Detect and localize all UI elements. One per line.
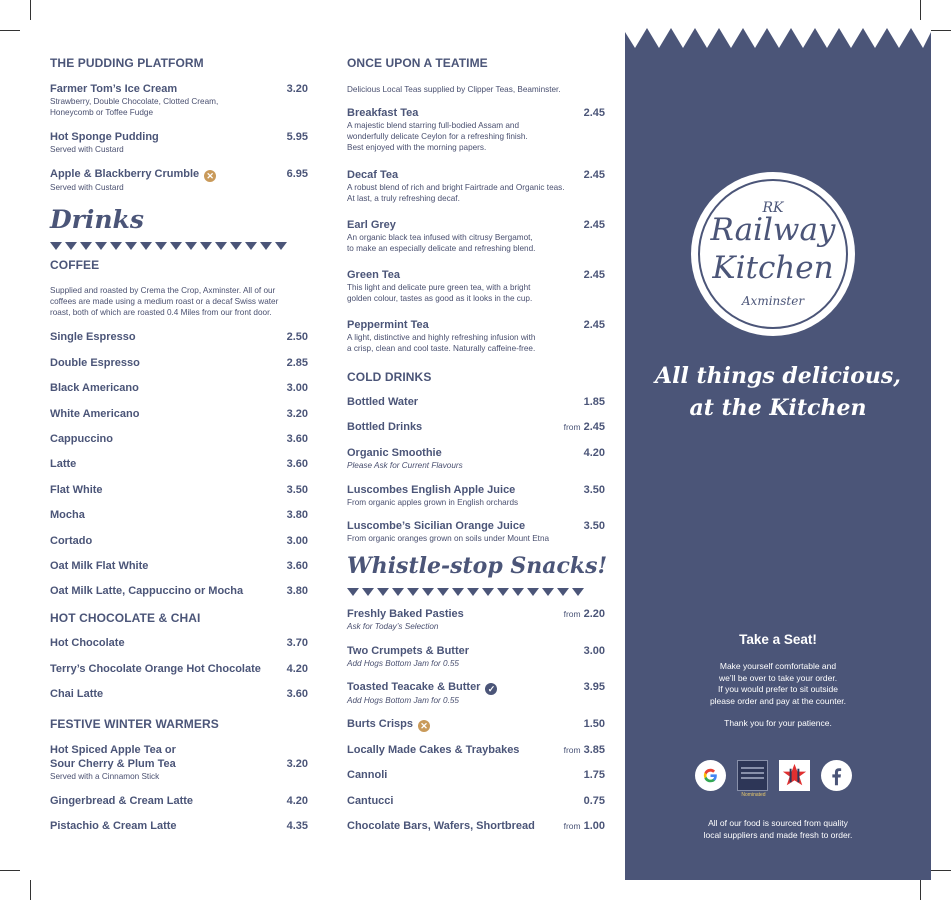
item-desc: From organic oranges grown on soils under Mount Etna xyxy=(347,534,550,543)
item-desc: a crisp, clean and cool taste. Naturally caffeine-free. xyxy=(347,344,536,353)
menu-item xyxy=(347,644,605,669)
item-price: 1.85 xyxy=(583,396,605,408)
item-name: Double Espresso xyxy=(50,357,140,369)
menu-item xyxy=(347,717,605,732)
menu-item xyxy=(50,534,308,548)
price-value: 2.20 xyxy=(583,608,605,620)
logo-line1: Railway xyxy=(710,212,836,248)
item-price: 4.20 xyxy=(286,663,308,675)
item-price: 3.70 xyxy=(286,637,308,649)
item-price: 2.50 xyxy=(286,331,308,343)
item-name: Cappuccino xyxy=(50,433,113,445)
item-desc: Add Hogs Bottom Jam for 0.55 xyxy=(347,659,459,668)
menu-item xyxy=(50,457,308,471)
item-desc: This light and delicate pure green tea, with a bright xyxy=(347,283,531,292)
crop-mark xyxy=(30,0,31,20)
sourcing-note xyxy=(625,818,931,841)
railway-kitchen-logo xyxy=(691,172,855,336)
item-price: 3.00 xyxy=(286,535,308,547)
item-price: 3.20 xyxy=(286,408,308,420)
item-name: Organic Smoothie xyxy=(347,447,442,459)
menu-item xyxy=(50,381,308,395)
drinks-title: Drinks xyxy=(50,205,144,234)
menu-item xyxy=(50,662,308,676)
teatime-intro: Delicious Local Teas supplied by Clipper Teas, Beaminster. xyxy=(347,85,561,94)
item-price: 3.60 xyxy=(286,560,308,572)
item-price: 6.95 xyxy=(286,168,308,180)
item-price: 3.60 xyxy=(286,688,308,700)
item-name: Single Espresso xyxy=(50,331,136,343)
logo-initials: RK xyxy=(762,200,784,216)
footer-line: All of our food is sourced from quality xyxy=(708,818,848,828)
zigzag-border xyxy=(625,20,931,50)
item-price: 4.20 xyxy=(286,795,308,807)
menu-item xyxy=(50,819,308,833)
thanks-line: Thank you for your patience. xyxy=(724,718,832,728)
item-name: Sour Cherry & Plum Tea xyxy=(50,758,176,770)
menu-item xyxy=(347,519,605,544)
item-name: Bottled Water xyxy=(347,396,419,408)
item-name: Hot Spiced Apple Tea or xyxy=(50,744,176,756)
item-name: Two Crumpets & Butter xyxy=(347,645,470,657)
item-price: 0.75 xyxy=(583,795,605,807)
item-price: 3.20 xyxy=(286,758,308,770)
item-price: 3.00 xyxy=(583,645,605,657)
tagline-line1: All things delicious, xyxy=(655,363,901,389)
item-price: 3.60 xyxy=(286,458,308,470)
footer-line: local suppliers and made fresh to order. xyxy=(703,829,853,840)
item-price: 3.60 xyxy=(286,433,308,445)
item-price: 3.80 xyxy=(286,509,308,521)
item-price: 1.75 xyxy=(583,769,605,781)
item-desc: Honeycomb or Toffee Fudge xyxy=(50,108,154,117)
item-name: Freshly Baked Pasties xyxy=(347,608,464,620)
logo-line2: Kitchen xyxy=(712,250,834,286)
item-name: Apple & Blackberry Crumble xyxy=(50,168,200,180)
intro-line: roast, both of which are roasted 0.4 Miles from our front door. xyxy=(50,308,272,317)
menu-item xyxy=(50,356,308,370)
crop-mark xyxy=(931,870,951,871)
crop-mark xyxy=(30,880,31,900)
item-name: Hot Chocolate xyxy=(50,637,125,649)
item-name: Cortado xyxy=(50,535,93,547)
from-label: from xyxy=(563,422,581,432)
menu-item xyxy=(50,483,308,497)
crop-mark xyxy=(0,30,20,31)
item-price xyxy=(564,743,605,757)
tagline-line2: at the Kitchen xyxy=(689,395,867,421)
menu-item xyxy=(50,584,308,598)
menu-item xyxy=(347,268,605,304)
menu-item xyxy=(347,483,605,508)
item-price: 1.50 xyxy=(583,718,605,730)
menu-item xyxy=(347,446,605,471)
item-name: Cannoli xyxy=(347,769,388,781)
item-price xyxy=(564,420,605,434)
take-a-seat-title: Take a Seat! xyxy=(739,632,817,647)
item-price: 4.35 xyxy=(286,820,308,832)
seat-line: please order and pay at the counter. xyxy=(709,695,847,706)
menu-item xyxy=(50,130,308,155)
item-name: Chocolate Bars, Wafers, Shortbread xyxy=(347,820,535,832)
menu-item xyxy=(347,420,605,434)
item-desc: Ask for Today’s Selection xyxy=(347,622,439,631)
divider-triangles xyxy=(347,588,584,596)
menu-item xyxy=(347,607,605,632)
crop-mark xyxy=(931,30,951,31)
seat-line: Make yourself comfortable and xyxy=(719,661,837,671)
nominated-label: Nominated xyxy=(741,792,766,798)
menu-item xyxy=(50,407,308,421)
item-name: Green Tea xyxy=(347,269,400,281)
item-desc: A majestic blend starring full-bodied Assam and xyxy=(347,121,520,130)
divider-triangles xyxy=(50,242,287,250)
item-name: Gingerbread & Cream Latte xyxy=(50,795,194,807)
price-value: 3.85 xyxy=(583,744,605,756)
hot-chocolate-heading: HOT CHOCOLATE & CHAI xyxy=(50,611,201,625)
item-desc: Please Ask for Current Flavours xyxy=(347,461,463,470)
teatime-heading: ONCE UPON A TEATIME xyxy=(347,56,488,70)
menu-item xyxy=(347,819,605,833)
crop-mark xyxy=(920,0,921,20)
item-name: Pistachio & Cream Latte xyxy=(50,820,177,832)
item-name: Toasted Teacake & Butter xyxy=(347,681,481,693)
menu-item xyxy=(50,167,308,193)
item-name: Decaf Tea xyxy=(347,169,399,181)
item-name: Hot Sponge Pudding xyxy=(50,131,159,143)
item-name: Black Americano xyxy=(50,382,139,394)
snacks-title: Whistle-stop Snacks! xyxy=(347,553,608,579)
item-price xyxy=(564,607,605,621)
item-price: 3.20 xyxy=(286,83,308,95)
menu-item xyxy=(347,218,605,254)
item-desc: A light, distinctive and highly refreshing infusion with xyxy=(347,333,536,342)
cold-drinks-heading: COLD DRINKS xyxy=(347,370,432,384)
item-desc: At last, a truly refreshing decaf. xyxy=(347,194,460,203)
seat-line: we’ll be over to take your order. xyxy=(718,672,838,683)
crop-mark xyxy=(920,880,921,900)
item-name: Peppermint Tea xyxy=(347,319,429,331)
facebook-icon[interactable] xyxy=(821,760,852,791)
menu-item xyxy=(50,559,308,573)
item-price: 5.95 xyxy=(286,131,308,143)
item-desc: From organic apples grown in English orchards xyxy=(347,498,519,507)
brand-panel xyxy=(625,20,931,880)
menu-item xyxy=(50,743,308,782)
item-price: 3.00 xyxy=(286,382,308,394)
item-name: Chai Latte xyxy=(50,688,104,700)
google-icon[interactable] xyxy=(695,760,726,791)
vegetarian-icon: ✓ xyxy=(485,683,497,695)
from-label: from xyxy=(563,609,581,619)
price-value: 1.00 xyxy=(583,820,605,832)
item-desc: Add Hogs Bottom Jam for 0.55 xyxy=(347,696,459,705)
item-desc: Served with a Cinnamon Stick xyxy=(50,772,160,781)
from-label: from xyxy=(563,745,581,755)
item-name: Bottled Drinks xyxy=(347,421,423,433)
menu-item xyxy=(347,318,605,354)
menu-item xyxy=(50,794,308,808)
price-value: 2.45 xyxy=(583,421,605,433)
item-name: Oat Milk Latte, Cappuccino or Mocha xyxy=(50,585,244,597)
winter-warmers-heading: FESTIVE WINTER WARMERS xyxy=(50,717,219,731)
menu-item xyxy=(347,680,605,706)
item-desc: wonderfully delicate Ceylon for a refreshing finish. xyxy=(347,132,528,141)
intro-line: Supplied and roasted by Crema the Crop, Axminster. All of our xyxy=(50,286,276,295)
item-name: Mocha xyxy=(50,509,85,521)
crop-mark xyxy=(0,870,20,871)
item-name: Burts Crisps xyxy=(347,718,414,730)
menu-item xyxy=(347,106,605,153)
item-price: 2.45 xyxy=(583,219,605,231)
item-desc: golden colour, tastes as good as it looks in the cup. xyxy=(347,294,533,303)
item-price: 3.50 xyxy=(583,520,605,532)
seat-info xyxy=(625,661,931,730)
menu-item xyxy=(347,395,605,409)
menu-item xyxy=(347,168,605,204)
pudding-heading: THE PUDDING PLATFORM xyxy=(50,56,204,70)
item-price: 3.80 xyxy=(286,585,308,597)
item-name: Earl Grey xyxy=(347,219,396,231)
menu-item xyxy=(347,768,605,782)
item-desc: Served with Custard xyxy=(50,183,124,192)
item-desc: to make an especially delicate and refreshing blend. xyxy=(347,244,536,253)
item-price: 2.85 xyxy=(286,357,308,369)
item-price: 3.50 xyxy=(286,484,308,496)
item-price: 3.95 xyxy=(583,681,605,693)
item-name: Locally Made Cakes & Traybakes xyxy=(347,744,520,756)
menu-item xyxy=(347,743,605,757)
from-label: from xyxy=(563,821,581,831)
item-price: 2.45 xyxy=(583,319,605,331)
item-name: Luscombes English Apple Juice xyxy=(347,484,516,496)
gluten-free-icon: ✕ xyxy=(204,170,216,182)
menu-item xyxy=(50,432,308,446)
gluten-free-icon: ✕ xyxy=(418,720,430,732)
intro-line: coffees are made using a medium roast or a decaf Swiss water xyxy=(50,297,279,306)
item-name: White Americano xyxy=(50,408,140,420)
menu-item xyxy=(347,794,605,808)
item-desc: Best enjoyed with the morning papers. xyxy=(347,143,487,152)
coffee-heading: COFFEE xyxy=(50,258,100,272)
item-name: Oat Milk Flat White xyxy=(50,560,149,572)
item-name: Flat White xyxy=(50,484,103,496)
menu-item xyxy=(50,508,308,522)
item-name: Latte xyxy=(50,458,77,470)
item-name: Cantucci xyxy=(347,795,394,807)
item-name: Breakfast Tea xyxy=(347,107,419,119)
social-icons xyxy=(695,760,855,798)
menu-item xyxy=(50,82,308,118)
menu-item xyxy=(50,687,308,701)
item-desc: Served with Custard xyxy=(50,145,124,154)
coffee-intro xyxy=(50,285,320,318)
item-desc: An organic black tea infused with citrusy Bergamot, xyxy=(347,233,533,242)
item-price: 2.45 xyxy=(583,269,605,281)
logo-place: Axminster xyxy=(741,294,805,308)
item-desc: Strawberry, Double Chocolate, Clotted Cream, xyxy=(50,97,219,106)
item-price: 3.50 xyxy=(583,484,605,496)
item-desc: A robust blend of rich and bright Fairtrade and Organic teas. xyxy=(347,183,565,192)
seat-line: If you would prefer to sit outside xyxy=(717,684,838,694)
item-name: Farmer Tom’s Ice Cream xyxy=(50,83,178,95)
item-name: Terry’s Chocolate Orange Hot Chocolate xyxy=(50,663,261,675)
menu-item xyxy=(50,636,308,650)
item-price: 2.45 xyxy=(583,169,605,181)
item-name: Luscombe’s Sicilian Orange Juice xyxy=(347,520,526,532)
restaurant-star-icon xyxy=(779,760,810,791)
award-badge-icon xyxy=(737,760,768,798)
item-price: 2.45 xyxy=(583,107,605,119)
item-price: 4.20 xyxy=(583,447,605,459)
menu-item xyxy=(50,330,308,344)
item-price xyxy=(564,819,605,833)
